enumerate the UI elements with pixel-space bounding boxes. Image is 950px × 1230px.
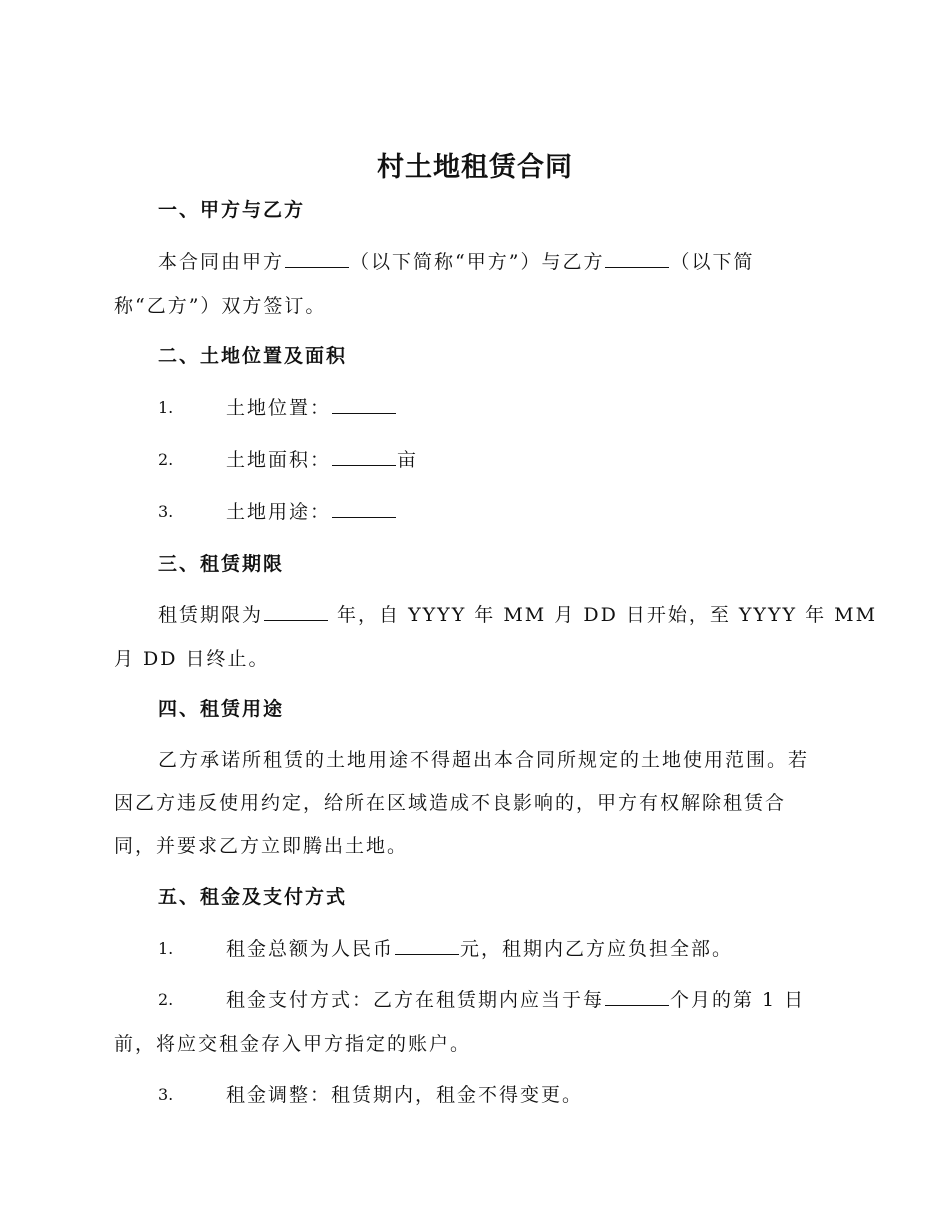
land-area-blank	[332, 447, 396, 466]
rent-item-2-number: 2.	[158, 990, 174, 1009]
section-heading-usage: 四、租赁用途	[158, 698, 285, 720]
land-item-2-number: 2.	[158, 450, 174, 469]
land-location-label: 土地位置：	[226, 397, 332, 419]
rent-total-blank	[395, 936, 459, 955]
rent-item-2-line-2: 前，将应交租金存入甲方指定的账户。	[114, 1033, 472, 1055]
rent-total-text-a: 租金总额为人民币	[226, 938, 395, 960]
term-paragraph-line-1	[158, 601, 877, 629]
land-use-label: 土地用途：	[226, 501, 332, 523]
rent-payment-text-a: 租金支付方式：乙方在租赁期内应当于每	[226, 989, 605, 1011]
term-years-blank	[264, 602, 328, 621]
land-item-3	[226, 498, 397, 526]
parties-text-a: 本合同由甲方	[158, 251, 285, 273]
parties-paragraph-line-1	[158, 248, 754, 276]
rent-item-3: 租金调整：租赁期内，租金不得变更。	[226, 1084, 584, 1106]
section-heading-parties: 一、甲方与乙方	[158, 199, 306, 221]
parties-text-c: （以下简	[670, 251, 755, 273]
rent-payment-text-b: 个月的第 1 日	[670, 989, 806, 1011]
parties-text-b: （以下简称“甲方”）与乙方	[350, 251, 605, 273]
parties-paragraph-line-2: 称“乙方”）双方签订。	[114, 295, 327, 317]
land-location-blank	[332, 395, 396, 414]
usage-paragraph-line-2: 因乙方违反使用约定，给所在区域造成不良影响的，甲方有权解除租赁合	[114, 792, 787, 814]
usage-paragraph-line-1: 乙方承诺所租赁的土地用途不得超出本合同所规定的土地使用范围。若	[158, 749, 810, 771]
section-heading-term: 三、租赁期限	[158, 553, 285, 575]
party-b-blank	[605, 249, 669, 268]
rent-item-1-number: 1.	[158, 939, 174, 958]
term-text-a: 租赁期限为	[158, 604, 264, 626]
land-area-label: 土地面积：	[226, 449, 332, 471]
party-a-blank	[285, 249, 349, 268]
land-use-blank	[332, 499, 396, 518]
usage-paragraph-line-3: 同，并要求乙方立即腾出土地。	[114, 835, 409, 857]
section-heading-land: 二、土地位置及面积	[158, 345, 348, 367]
document-title: 村土地租赁合同	[377, 152, 573, 183]
land-area-unit: 亩	[397, 449, 419, 471]
land-item-3-number: 3.	[158, 502, 174, 521]
term-text-b: 年，自 YYYY 年 MM 月 DD 日开始，至 YYYY 年 MM	[329, 604, 878, 626]
rent-payment-months-blank	[605, 987, 669, 1006]
term-paragraph-line-2: 月 DD 日终止。	[114, 648, 270, 670]
rent-item-3-number: 3.	[158, 1085, 174, 1104]
section-heading-rent: 五、租金及支付方式	[158, 886, 348, 908]
rent-item-1	[226, 935, 733, 963]
rent-total-text-b: 元，租期内乙方应负担全部。	[460, 938, 734, 960]
rent-item-2	[226, 986, 805, 1014]
land-item-1-number: 1.	[158, 398, 174, 417]
land-item-2	[226, 446, 418, 474]
land-item-1	[226, 394, 397, 422]
